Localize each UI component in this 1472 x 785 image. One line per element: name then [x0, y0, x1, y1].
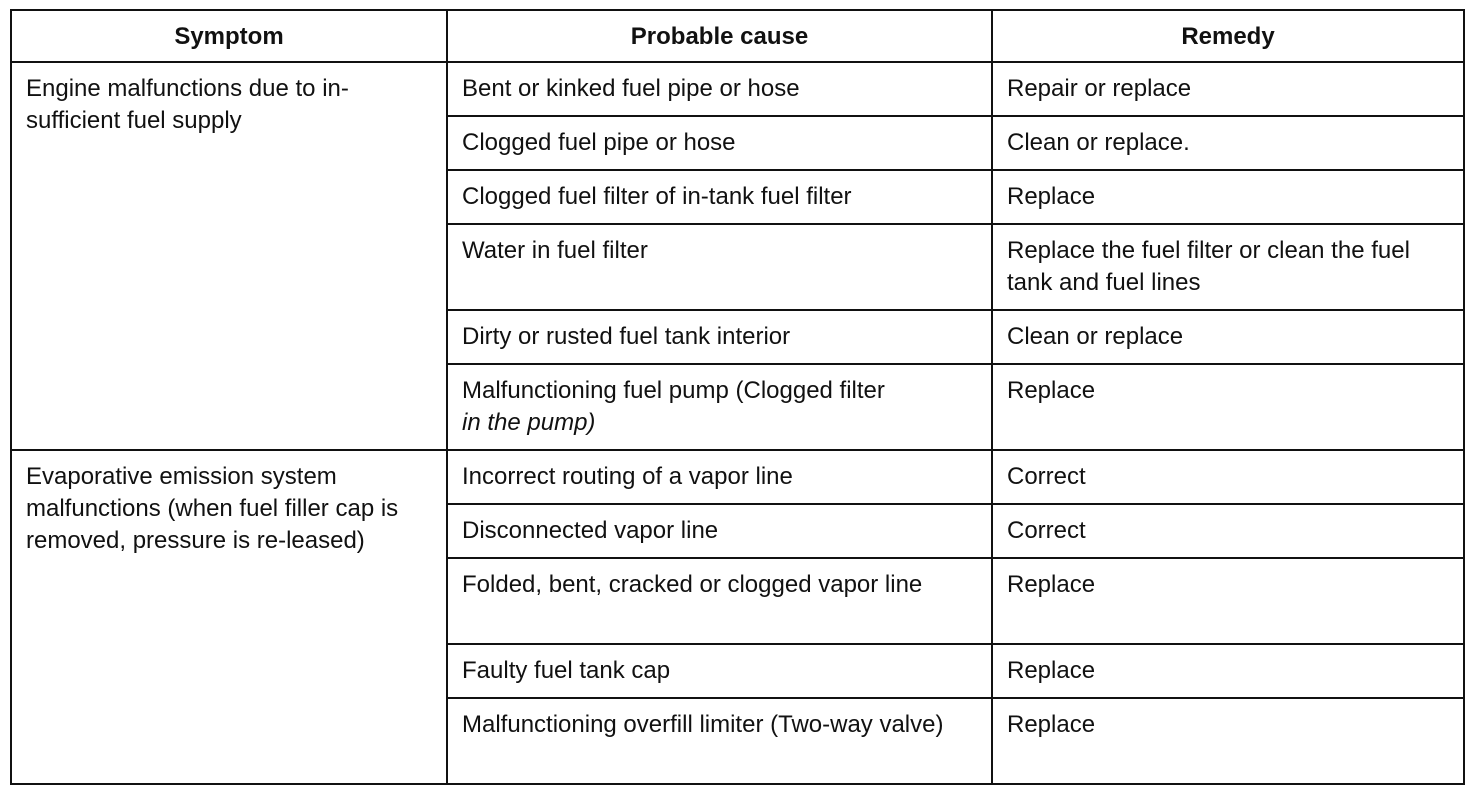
symptom-cell: Engine malfunctions due to in-sufficient fuel supply: [11, 62, 447, 450]
cause-cell: Clogged fuel pipe or hose: [447, 116, 992, 170]
remedy-cell: Correct: [992, 504, 1464, 558]
remedy-cell: Replace: [992, 170, 1464, 224]
cause-cell: Bent or kinked fuel pipe or hose: [447, 62, 992, 116]
remedy-cell: Replace: [992, 364, 1464, 450]
header-row: [11, 10, 1464, 62]
table-row: [11, 450, 1464, 504]
troubleshooting-table: [10, 9, 1465, 785]
header-remedy: Remedy: [992, 10, 1464, 62]
header-probable-cause: Probable cause: [447, 10, 992, 62]
cause-cell: Clogged fuel filter of in-tank fuel filter: [447, 170, 992, 224]
cause-cell: Water in fuel filter: [447, 224, 992, 310]
remedy-cell: Replace the fuel filter or clean the fuel tank and fuel lines: [992, 224, 1464, 310]
remedy-cell: Replace: [992, 644, 1464, 698]
cause-cell: Malfunctioning overfill limiter (Two-way valve): [447, 698, 992, 784]
cause-text-italic: in the pump): [462, 409, 596, 436]
troubleshooting-table-container: [10, 9, 1463, 785]
remedy-cell: Replace: [992, 698, 1464, 784]
cause-cell: Dirty or rusted fuel tank interior: [447, 310, 992, 364]
remedy-cell: Clean or replace: [992, 310, 1464, 364]
remedy-cell: Repair or replace: [992, 62, 1464, 116]
cause-text: Malfunctioning fuel pump (Clogged filter: [462, 377, 885, 404]
cause-cell: Incorrect routing of a vapor line: [447, 450, 992, 504]
symptom-cell: Evaporative emission system malfunctions (when fuel filler cap is removed, pressure is re-leased): [11, 450, 447, 784]
remedy-cell: Correct: [992, 450, 1464, 504]
remedy-cell: Clean or replace.: [992, 116, 1464, 170]
header-symptom: Symptom: [11, 10, 447, 62]
table-row: [11, 62, 1464, 116]
remedy-cell: Replace: [992, 558, 1464, 644]
cause-cell: Faulty fuel tank cap: [447, 644, 992, 698]
cause-cell: Folded, bent, cracked or clogged vapor line: [447, 558, 992, 644]
cause-cell: [447, 364, 992, 450]
cause-cell: Disconnected vapor line: [447, 504, 992, 558]
